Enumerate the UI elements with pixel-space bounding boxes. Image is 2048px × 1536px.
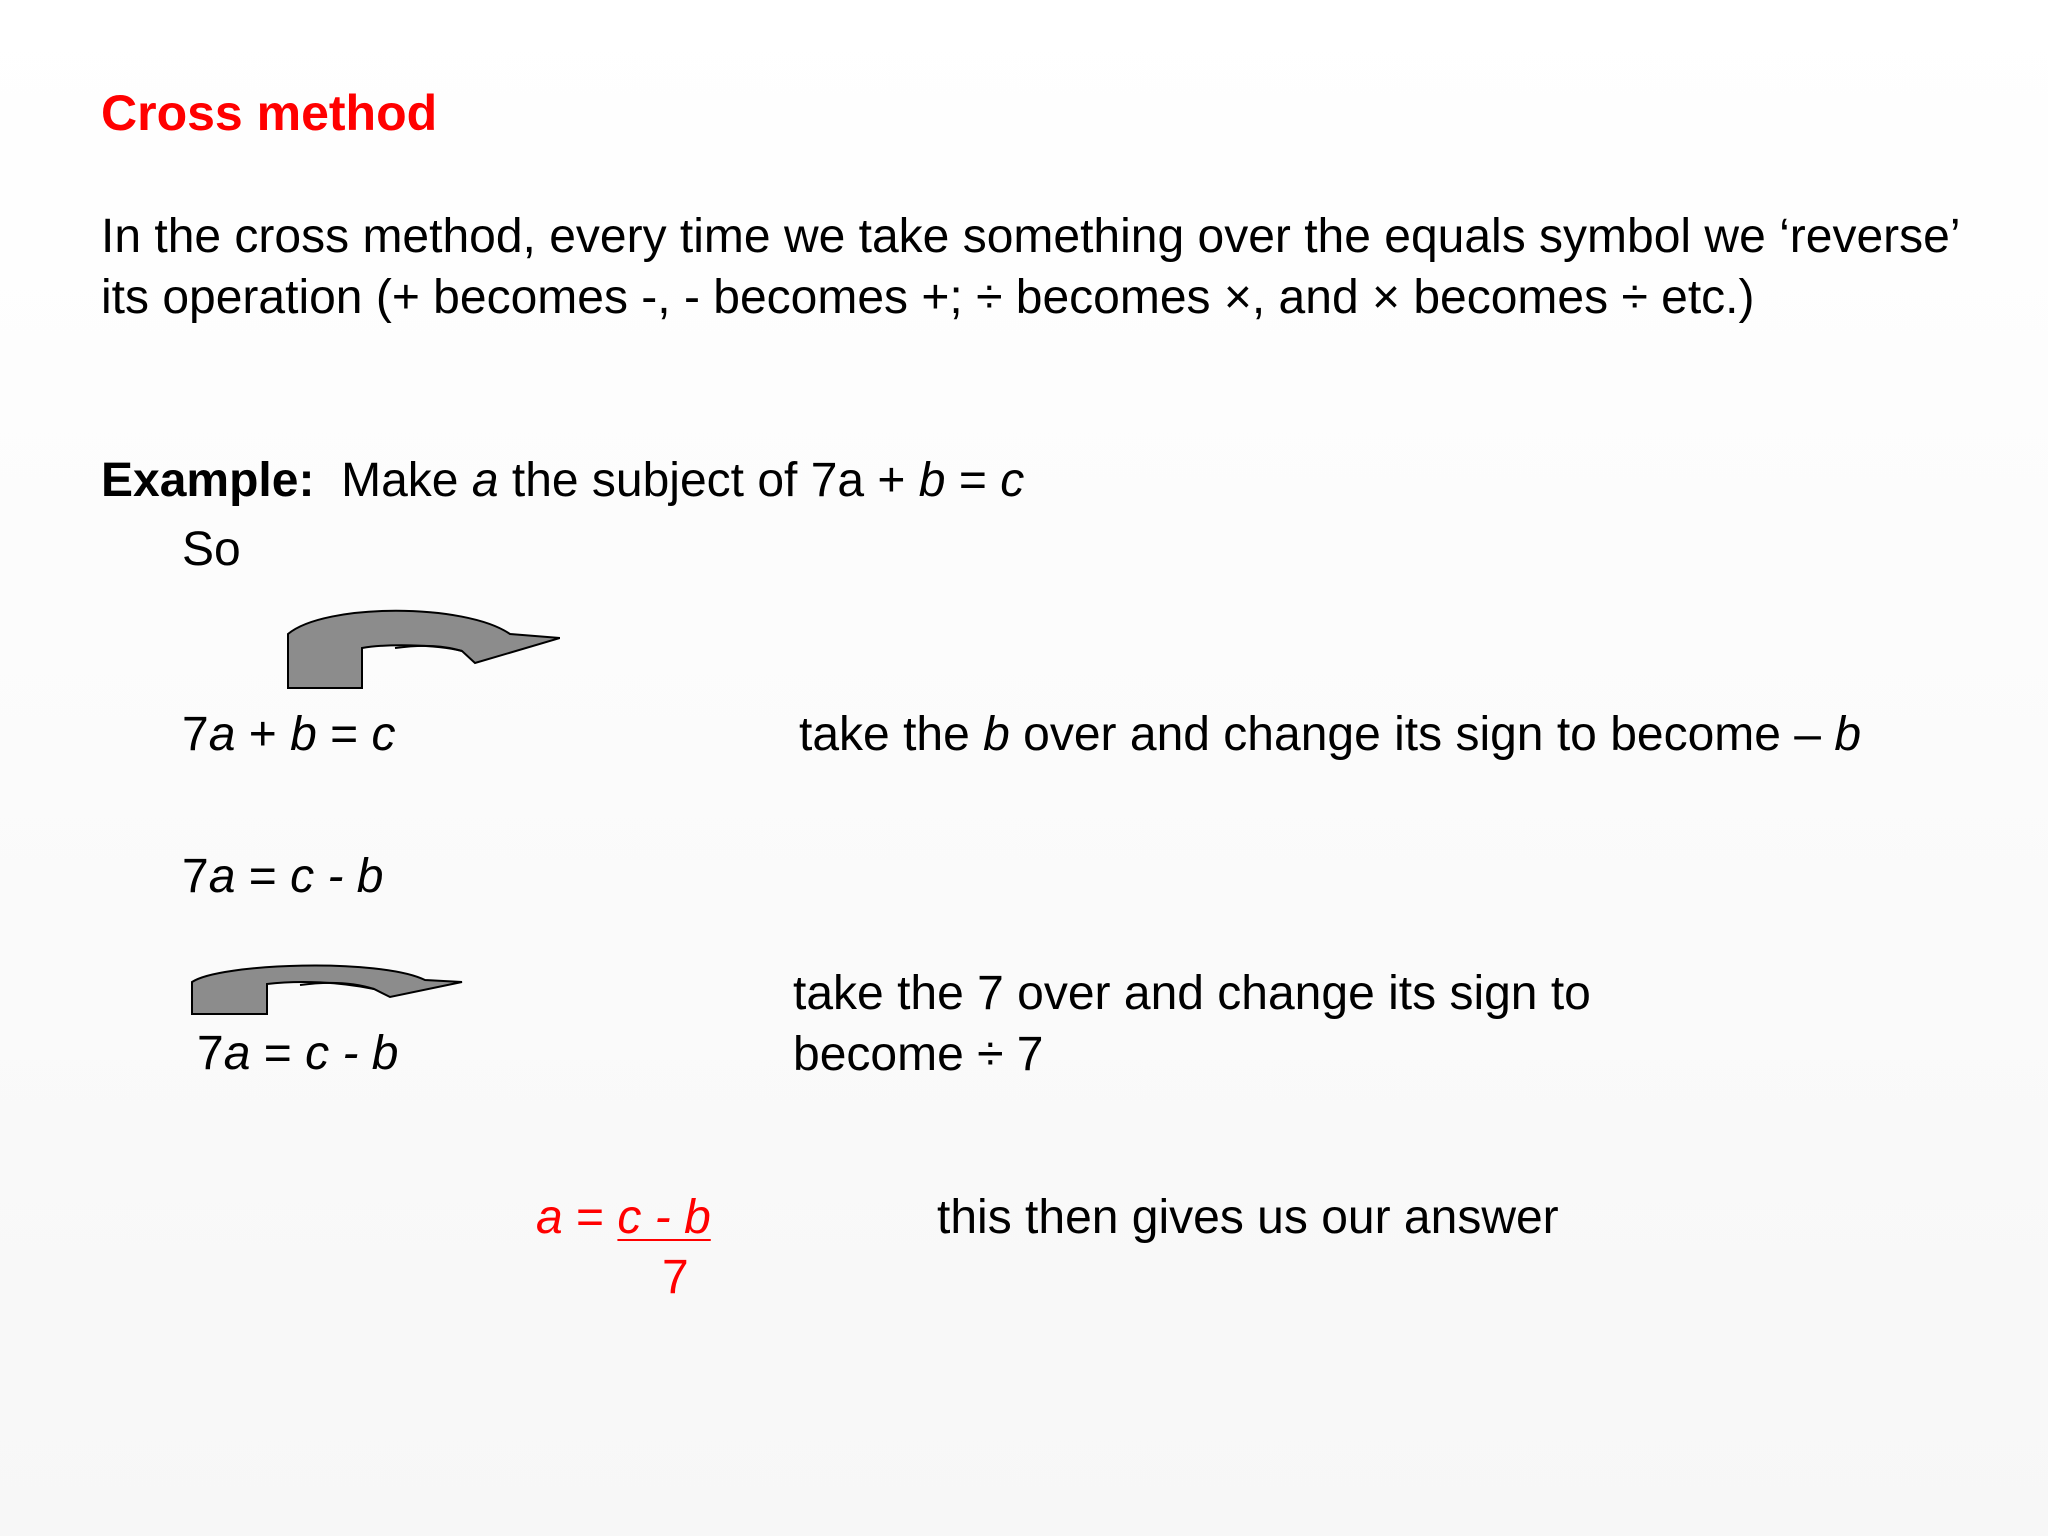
intro-paragraph: In the cross method, every time we take something over the equals symbol we ‘reverse’ its operation (+ becomes -, - becomes +; ÷ becomes ×, and × becomes ÷ etc.): [101, 210, 1959, 324]
example-text-eq: =: [945, 454, 1001, 507]
eq3-rhs: c - b: [305, 1027, 399, 1080]
note2-line1: take the 7 over and change its sign to: [793, 967, 1591, 1020]
answer-equation: [536, 1190, 711, 1245]
equation-step-1: [182, 707, 396, 762]
step-1-note: [799, 707, 1861, 762]
answer-denominator: 7: [662, 1251, 689, 1304]
example-var-c: c: [1000, 454, 1025, 507]
note2-line2: become ÷ 7: [793, 1028, 1044, 1081]
note1-post: over and change its sign to become –: [1009, 708, 1835, 761]
note1-var2: b: [1834, 708, 1862, 761]
eq1-plus: +: [235, 708, 291, 761]
answer-eq: =: [562, 1191, 618, 1244]
example-text-middle: the subject of 7a +: [498, 454, 919, 507]
eq1-a: a: [208, 708, 236, 761]
eq1-c: c: [371, 708, 396, 761]
example-text-before: Make: [341, 454, 472, 507]
equation-step-2: [182, 849, 383, 904]
example-statement: [101, 453, 1024, 508]
note1-var: b: [983, 708, 1010, 761]
eq3-eq: =: [250, 1027, 306, 1080]
example-var-b: b: [918, 454, 946, 507]
so-label: So: [182, 523, 241, 576]
curved-arrow-icon: [190, 960, 465, 1016]
eq2-eq: =: [235, 850, 291, 903]
example-var-a: a: [471, 454, 499, 507]
eq3-coef: 7: [197, 1027, 224, 1080]
answer-numerator: c - b: [617, 1191, 711, 1244]
eq2-rhs: c - b: [290, 850, 384, 903]
eq3-a: a: [223, 1027, 251, 1080]
step-2-note: [793, 963, 1591, 1085]
answer-lhs: a: [536, 1191, 563, 1244]
eq2-coef: 7: [182, 850, 209, 903]
example-label: Example:: [101, 454, 315, 507]
answer-note: this then gives us our answer: [937, 1191, 1559, 1244]
note1-pre: take the: [799, 708, 984, 761]
curved-arrow-icon: [285, 606, 560, 690]
eq1-coef: 7: [182, 708, 209, 761]
eq1-eq: =: [316, 708, 372, 761]
eq2-a: a: [208, 850, 236, 903]
eq1-b: b: [290, 708, 317, 761]
slide-title: Cross method: [101, 85, 438, 141]
equation-step-3: [197, 1026, 398, 1081]
